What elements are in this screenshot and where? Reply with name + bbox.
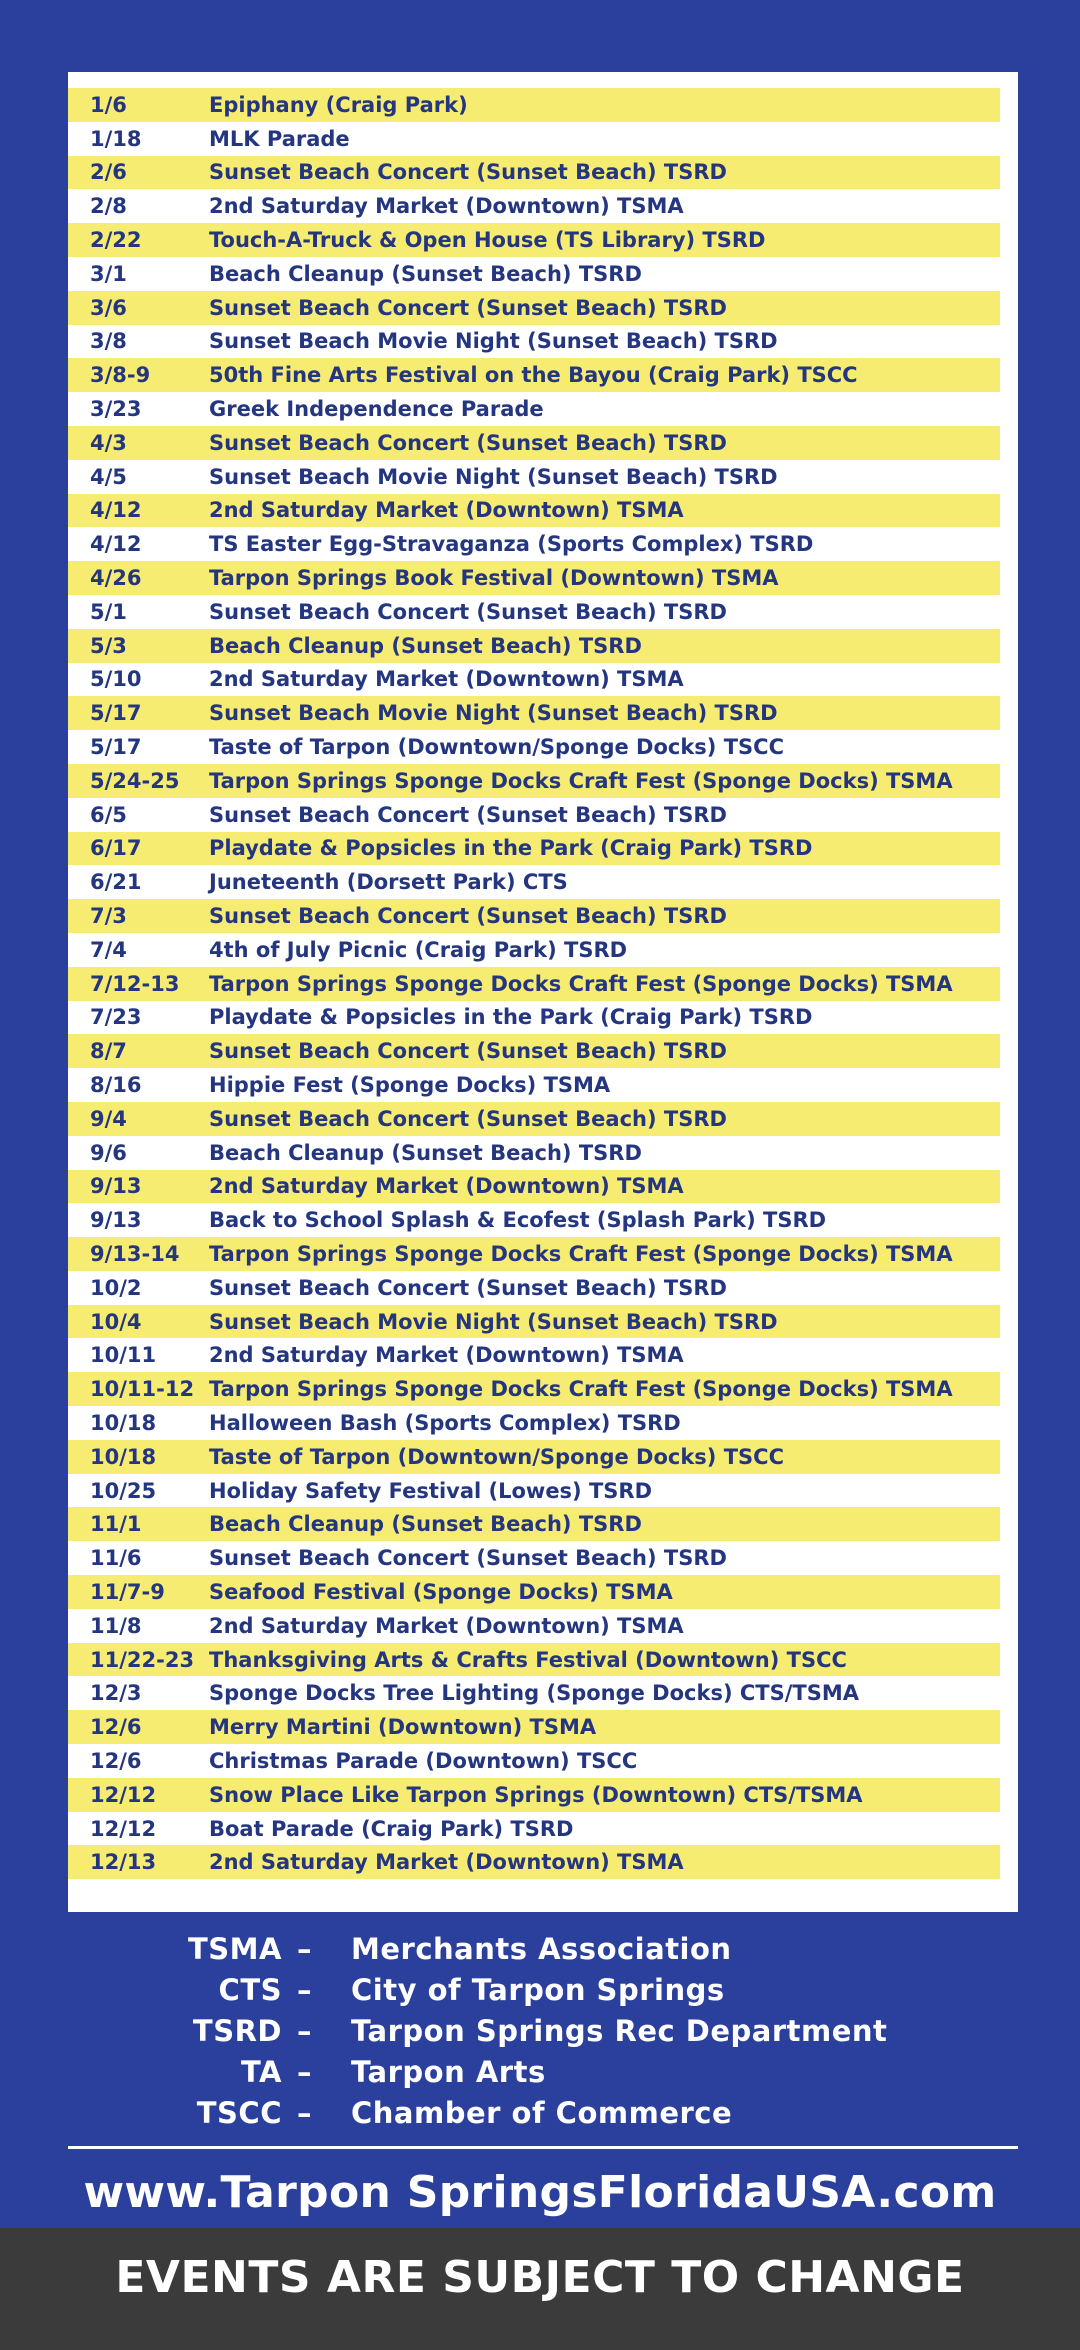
event-name: Tarpon Springs Sponge Docks Craft Fest (Sponge Docks) TSMA bbox=[209, 768, 953, 793]
event-name: Tarpon Springs Book Festival (Downtown) TSMA bbox=[209, 566, 779, 591]
event-date: 12/6 bbox=[90, 1748, 142, 1773]
event-row bbox=[68, 1203, 1000, 1237]
event-name: 4th of July Picnic (Craig Park) TSRD bbox=[209, 937, 628, 962]
event-name: Halloween Bash (Sports Complex) TSRD bbox=[209, 1410, 681, 1435]
event-name: Taste of Tarpon (Downtown/Sponge Docks) TSCC bbox=[209, 1444, 784, 1469]
event-date: 5/17 bbox=[90, 701, 142, 726]
event-date: 1/6 bbox=[90, 92, 127, 117]
event-row bbox=[68, 358, 1000, 392]
event-date: 5/1 bbox=[90, 599, 127, 624]
event-row bbox=[68, 730, 1000, 764]
event-name: Sunset Beach Concert (Sunset Beach) TSRD bbox=[209, 599, 727, 624]
event-row bbox=[68, 832, 1000, 866]
event-date: 4/26 bbox=[90, 566, 142, 591]
event-row bbox=[68, 1609, 1000, 1643]
event-row bbox=[68, 291, 1000, 325]
event-name: Seafood Festival (Sponge Docks) TSMA bbox=[209, 1579, 673, 1604]
event-row bbox=[68, 1474, 1000, 1508]
event-date: 3/1 bbox=[90, 261, 127, 286]
legend-code: CTS bbox=[218, 1972, 282, 2007]
event-row bbox=[68, 1575, 1000, 1609]
event-row bbox=[68, 629, 1000, 663]
event-name: 50th Fine Arts Festival on the Bayou (Craig Park) TSCC bbox=[209, 363, 858, 388]
event-row bbox=[68, 1305, 1000, 1339]
event-name: 2nd Saturday Market (Downtown) TSMA bbox=[209, 667, 684, 692]
divider bbox=[68, 2146, 1018, 2149]
event-date: 3/23 bbox=[90, 397, 142, 422]
event-date: 10/11 bbox=[90, 1343, 157, 1368]
event-row bbox=[68, 1710, 1000, 1744]
event-name: Sunset Beach Concert (Sunset Beach) TSRD bbox=[209, 1546, 727, 1571]
event-row bbox=[68, 595, 1000, 629]
event-date: 4/12 bbox=[90, 498, 142, 523]
event-name: Greek Independence Parade bbox=[209, 397, 544, 422]
event-date: 8/16 bbox=[90, 1073, 142, 1097]
website-link[interactable]: www.Tarpon SpringsFloridaUSA.com bbox=[83, 2167, 997, 2218]
event-date: 9/13 bbox=[90, 1208, 142, 1233]
event-row bbox=[68, 1778, 1000, 1812]
event-date: 9/13 bbox=[90, 1174, 142, 1199]
event-row bbox=[68, 561, 1000, 595]
legend-row bbox=[0, 2010, 1080, 2051]
event-name: Snow Place Like Tarpon Springs (Downtown) CTS/TSMA bbox=[209, 1782, 863, 1807]
event-row bbox=[68, 1744, 1000, 1778]
event-date: 12/12 bbox=[90, 1816, 157, 1841]
event-date: 7/3 bbox=[90, 904, 127, 929]
legend-dash: – bbox=[297, 1972, 312, 2007]
event-name: Tarpon Springs Sponge Docks Craft Fest (Sponge Docks) TSMA bbox=[209, 971, 953, 996]
event-date: 1/18 bbox=[90, 126, 142, 151]
event-row bbox=[68, 1034, 1000, 1068]
event-date: 7/12-13 bbox=[90, 971, 180, 996]
event-name: Taste of Tarpon (Downtown/Sponge Docks) TSCC bbox=[209, 735, 784, 760]
event-row bbox=[68, 88, 1000, 122]
event-date: 11/1 bbox=[90, 1512, 142, 1537]
event-date: 3/8-9 bbox=[90, 363, 151, 388]
event-name: Sunset Beach Concert (Sunset Beach) TSRD bbox=[209, 1275, 727, 1300]
event-date: 6/5 bbox=[90, 802, 127, 827]
event-name: Tarpon Springs Sponge Docks Craft Fest (Sponge Docks) TSMA bbox=[209, 1241, 953, 1266]
event-name: Playdate & Popsicles in the Park (Craig Park) TSRD bbox=[209, 1005, 813, 1030]
event-row bbox=[68, 1643, 1000, 1677]
event-date: 8/7 bbox=[90, 1039, 127, 1064]
event-row bbox=[68, 1237, 1000, 1271]
event-row bbox=[68, 1372, 1000, 1406]
legend-row bbox=[0, 1969, 1080, 2010]
event-row bbox=[68, 392, 1000, 426]
event-date: 11/8 bbox=[90, 1613, 142, 1638]
event-date: 12/13 bbox=[90, 1850, 157, 1875]
legend-description: City of Tarpon Springs bbox=[351, 1972, 725, 2007]
event-date: 9/4 bbox=[90, 1106, 127, 1131]
event-date: 3/6 bbox=[90, 295, 127, 320]
event-date: 11/7-9 bbox=[90, 1579, 165, 1604]
event-row bbox=[68, 1102, 1000, 1136]
event-date: 2/6 bbox=[90, 160, 127, 185]
event-row bbox=[68, 527, 1000, 561]
event-row bbox=[68, 663, 1000, 697]
event-name: Tarpon Springs Sponge Docks Craft Fest (Sponge Docks) TSMA bbox=[209, 1377, 953, 1402]
event-row bbox=[68, 865, 1000, 899]
event-date: 10/2 bbox=[90, 1275, 142, 1300]
event-row bbox=[68, 325, 1000, 359]
event-date: 9/13-14 bbox=[90, 1241, 180, 1266]
event-row bbox=[68, 798, 1000, 832]
event-name: 2nd Saturday Market (Downtown) TSMA bbox=[209, 498, 684, 523]
legend-code: TSCC bbox=[196, 2095, 282, 2130]
legend-description: Tarpon Springs Rec Department bbox=[351, 2013, 888, 2048]
event-row bbox=[68, 1440, 1000, 1474]
event-row bbox=[68, 1338, 1000, 1372]
event-name: MLK Parade bbox=[209, 126, 350, 151]
footer-notice: EVENTS ARE SUBJECT TO CHANGE bbox=[0, 2228, 1080, 2350]
event-row bbox=[68, 933, 1000, 967]
event-name: Boat Parade (Craig Park) TSRD bbox=[209, 1816, 574, 1841]
event-row bbox=[68, 1845, 1000, 1879]
legend-code: TA bbox=[241, 2054, 282, 2089]
legend-description: Merchants Association bbox=[351, 1931, 732, 1966]
legend-row bbox=[0, 2092, 1080, 2133]
legend-code: TSRD bbox=[192, 2013, 282, 2048]
event-date: 10/25 bbox=[90, 1478, 157, 1503]
legend bbox=[0, 1928, 1080, 2133]
event-name: 2nd Saturday Market (Downtown) TSMA bbox=[209, 1850, 684, 1875]
event-date: 10/18 bbox=[90, 1444, 157, 1469]
event-date: 12/3 bbox=[90, 1681, 142, 1706]
event-date: 5/17 bbox=[90, 735, 142, 760]
event-name: Sunset Beach Movie Night (Sunset Beach) TSRD bbox=[209, 701, 778, 726]
event-name: Beach Cleanup (Sunset Beach) TSRD bbox=[209, 1140, 642, 1165]
legend-row bbox=[0, 2051, 1080, 2092]
event-date: 10/18 bbox=[90, 1410, 157, 1435]
event-date: 5/24-25 bbox=[90, 768, 180, 793]
event-name: Epiphany (Craig Park) bbox=[209, 92, 468, 117]
event-name: Thanksgiving Arts & Crafts Festival (Downtown) TSCC bbox=[209, 1647, 847, 1672]
event-row bbox=[68, 1541, 1000, 1575]
legend-code: TSMA bbox=[188, 1931, 282, 1966]
event-row bbox=[68, 1271, 1000, 1305]
event-name: 2nd Saturday Market (Downtown) TSMA bbox=[209, 1613, 684, 1638]
event-date: 12/6 bbox=[90, 1715, 142, 1740]
event-row bbox=[68, 1406, 1000, 1440]
event-row bbox=[68, 257, 1000, 291]
event-name: 2nd Saturday Market (Downtown) TSMA bbox=[209, 1343, 684, 1368]
event-row bbox=[68, 494, 1000, 528]
event-date: 6/21 bbox=[90, 870, 142, 895]
event-date: 5/3 bbox=[90, 633, 127, 658]
events-card bbox=[68, 72, 1018, 1912]
event-name: Merry Martini (Downtown) TSMA bbox=[209, 1715, 597, 1740]
event-name: Back to School Splash & Ecofest (Splash Park) TSRD bbox=[209, 1208, 827, 1233]
event-name: Beach Cleanup (Sunset Beach) TSRD bbox=[209, 1512, 642, 1537]
event-name: Christmas Parade (Downtown) TSCC bbox=[209, 1748, 638, 1773]
event-date: 10/4 bbox=[90, 1309, 142, 1334]
event-name: Sunset Beach Movie Night (Sunset Beach) TSRD bbox=[209, 1309, 778, 1334]
event-date: 4/3 bbox=[90, 430, 127, 455]
event-name: Beach Cleanup (Sunset Beach) TSRD bbox=[209, 261, 642, 286]
event-row bbox=[68, 899, 1000, 933]
event-row bbox=[68, 1812, 1000, 1846]
event-name: Sunset Beach Concert (Sunset Beach) TSRD bbox=[209, 1039, 727, 1064]
event-name: Touch-A-Truck & Open House (TS Library) TSRD bbox=[209, 228, 766, 253]
event-row bbox=[68, 1136, 1000, 1170]
event-name: Sunset Beach Concert (Sunset Beach) TSRD bbox=[209, 802, 727, 827]
event-row bbox=[68, 122, 1000, 156]
legend-row bbox=[0, 1928, 1080, 1969]
legend-dash: – bbox=[297, 2013, 312, 2048]
event-date: 11/22-23 bbox=[90, 1647, 195, 1672]
legend-dash: – bbox=[297, 2054, 312, 2089]
event-row bbox=[68, 1170, 1000, 1204]
event-row bbox=[68, 460, 1000, 494]
event-row bbox=[68, 426, 1000, 460]
event-name: Sponge Docks Tree Lighting (Sponge Docks) CTS/TSMA bbox=[209, 1681, 859, 1706]
event-row bbox=[68, 1676, 1000, 1710]
event-date: 11/6 bbox=[90, 1546, 142, 1571]
event-row bbox=[68, 1507, 1000, 1541]
event-name: Juneteenth (Dorsett Park) CTS bbox=[209, 870, 568, 895]
event-name: TS Easter Egg-Stravaganza (Sports Complex) TSRD bbox=[209, 532, 814, 557]
event-name: Sunset Beach Concert (Sunset Beach) TSRD bbox=[209, 160, 727, 185]
event-name: Beach Cleanup (Sunset Beach) TSRD bbox=[209, 633, 642, 658]
legend-description: Tarpon Arts bbox=[351, 2054, 546, 2089]
event-name: Sunset Beach Concert (Sunset Beach) TSRD bbox=[209, 1106, 727, 1131]
event-date: 4/12 bbox=[90, 532, 142, 557]
event-name: Sunset Beach Concert (Sunset Beach) TSRD bbox=[209, 430, 727, 455]
event-date: 2/8 bbox=[90, 194, 127, 219]
event-name: Hippie Fest (Sponge Docks) TSMA bbox=[209, 1073, 611, 1097]
event-date: 10/11-12 bbox=[90, 1377, 195, 1402]
event-date: 3/8 bbox=[90, 329, 127, 354]
event-date: 2/22 bbox=[90, 228, 142, 253]
event-row bbox=[68, 764, 1000, 798]
events-list bbox=[68, 88, 1018, 1879]
event-name: Sunset Beach Movie Night (Sunset Beach) TSRD bbox=[209, 329, 778, 354]
event-date: 5/10 bbox=[90, 667, 142, 692]
event-row bbox=[68, 1001, 1000, 1035]
event-date: 6/17 bbox=[90, 836, 142, 861]
legend-dash: – bbox=[297, 2095, 312, 2130]
legend-dash: – bbox=[297, 1931, 312, 1966]
legend-description: Chamber of Commerce bbox=[351, 2095, 733, 2130]
event-name: Sunset Beach Concert (Sunset Beach) TSRD bbox=[209, 904, 727, 929]
event-row bbox=[68, 967, 1000, 1001]
event-date: 7/23 bbox=[90, 1005, 142, 1030]
event-name: 2nd Saturday Market (Downtown) TSMA bbox=[209, 1174, 684, 1199]
event-date: 4/5 bbox=[90, 464, 127, 489]
event-date: 12/12 bbox=[90, 1782, 157, 1807]
event-name: Sunset Beach Concert (Sunset Beach) TSRD bbox=[209, 295, 727, 320]
event-row bbox=[68, 223, 1000, 257]
event-row bbox=[68, 696, 1000, 730]
event-name: 2nd Saturday Market (Downtown) TSMA bbox=[209, 194, 684, 219]
event-name: Playdate & Popsicles in the Park (Craig Park) TSRD bbox=[209, 836, 813, 861]
event-name: Sunset Beach Movie Night (Sunset Beach) TSRD bbox=[209, 464, 778, 489]
event-row bbox=[68, 156, 1000, 190]
event-date: 7/4 bbox=[90, 937, 127, 962]
event-row bbox=[68, 189, 1000, 223]
event-name: Holiday Safety Festival (Lowes) TSRD bbox=[209, 1478, 653, 1503]
event-date: 9/6 bbox=[90, 1140, 127, 1165]
event-row bbox=[68, 1068, 1000, 1102]
